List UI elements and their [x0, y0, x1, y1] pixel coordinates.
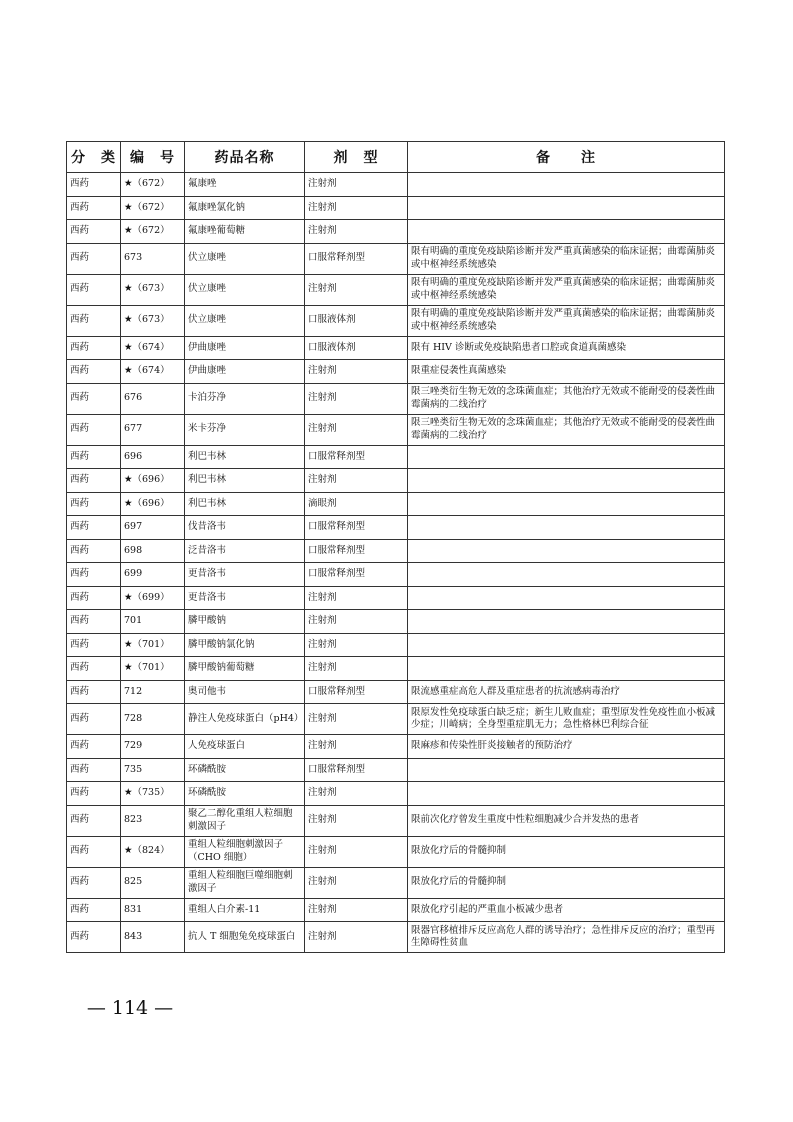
cell-code: ★（672）: [121, 196, 185, 220]
cell-code: 712: [121, 680, 185, 704]
cell-dosage-form: 口服液体剂: [305, 305, 408, 336]
cell-remarks: 限重症侵袭性真菌感染: [408, 360, 725, 384]
cell-category: 西药: [67, 898, 121, 922]
cell-dosage-form: 注射剂: [305, 173, 408, 197]
cell-dosage-form: 注射剂: [305, 383, 408, 414]
cell-dosage-form: 注射剂: [305, 274, 408, 305]
cell-category: 西药: [67, 680, 121, 704]
cell-code: ★（672）: [121, 220, 185, 244]
cell-dosage-form: 口服常释剂型: [305, 758, 408, 782]
cell-dosage-form: 口服常释剂型: [305, 243, 408, 274]
cell-drug-name: 伏立康唑: [185, 243, 305, 274]
cell-drug-name: 泛昔洛韦: [185, 539, 305, 563]
cell-category: 西药: [67, 704, 121, 735]
cell-drug-name: 膦甲酸钠: [185, 610, 305, 634]
cell-category: 西药: [67, 782, 121, 806]
cell-drug-name: 伏立康唑: [185, 305, 305, 336]
cell-category: 西药: [67, 220, 121, 244]
header-row: [67, 142, 725, 173]
cell-category: 西药: [67, 516, 121, 540]
cell-category: 西药: [67, 633, 121, 657]
cell-category: 西药: [67, 492, 121, 516]
table-row: [67, 782, 725, 806]
cell-dosage-form: 口服液体剂: [305, 336, 408, 360]
cell-code: ★（699）: [121, 586, 185, 610]
cell-dosage-form: 滴眼剂: [305, 492, 408, 516]
cell-drug-name: 氟康唑葡萄糖: [185, 220, 305, 244]
cell-drug-name: 抗人 T 细胞兔免疫球蛋白: [185, 922, 305, 953]
cell-drug-name: 卡泊芬净: [185, 383, 305, 414]
cell-code: 698: [121, 539, 185, 563]
table-body: [67, 173, 725, 953]
table-row: [67, 173, 725, 197]
cell-category: 西药: [67, 539, 121, 563]
cell-remarks: [408, 220, 725, 244]
table-row: [67, 243, 725, 274]
header-remarks: 备 注: [408, 142, 725, 173]
cell-code: 831: [121, 898, 185, 922]
table-row: [67, 360, 725, 384]
header-code: 编 号: [121, 142, 185, 173]
cell-remarks: 限前次化疗曾发生重度中性粒细胞减少合并发热的患者: [408, 805, 725, 836]
cell-drug-name: 重组人白介素-11: [185, 898, 305, 922]
cell-dosage-form: 注射剂: [305, 735, 408, 759]
cell-code: 673: [121, 243, 185, 274]
cell-remarks: [408, 445, 725, 469]
cell-remarks: [408, 586, 725, 610]
cell-category: 西药: [67, 173, 121, 197]
cell-drug-name: 更昔洛韦: [185, 586, 305, 610]
cell-category: 西药: [67, 836, 121, 867]
cell-code: 735: [121, 758, 185, 782]
cell-remarks: [408, 539, 725, 563]
cell-code: ★（674）: [121, 360, 185, 384]
cell-category: 西药: [67, 922, 121, 953]
cell-code: ★（735）: [121, 782, 185, 806]
cell-code: ★（696）: [121, 492, 185, 516]
cell-category: 西药: [67, 336, 121, 360]
cell-drug-name: 氟康唑: [185, 173, 305, 197]
cell-category: 西药: [67, 469, 121, 493]
cell-dosage-form: 注射剂: [305, 469, 408, 493]
table-row: [67, 383, 725, 414]
cell-remarks: [408, 610, 725, 634]
table-row: [67, 469, 725, 493]
cell-dosage-form: 注射剂: [305, 586, 408, 610]
cell-code: ★（701）: [121, 633, 185, 657]
cell-code: 728: [121, 704, 185, 735]
cell-drug-name: 静注人免疫球蛋白（pH4）: [185, 704, 305, 735]
cell-code: 729: [121, 735, 185, 759]
cell-dosage-form: 口服常释剂型: [305, 680, 408, 704]
cell-drug-name: 聚乙二醇化重组人粒细胞刺激因子: [185, 805, 305, 836]
cell-drug-name: 伐昔洛韦: [185, 516, 305, 540]
table-row: [67, 336, 725, 360]
cell-remarks: [408, 469, 725, 493]
cell-code: 676: [121, 383, 185, 414]
cell-remarks: [408, 657, 725, 681]
cell-remarks: 限原发性免疫球蛋白缺乏症；新生儿败血症；重型原发性免疫性血小板减少症；川崎病；全身型重症肌无力；急性格林巴利综合征: [408, 704, 725, 735]
cell-dosage-form: 注射剂: [305, 633, 408, 657]
cell-drug-name: 人免疫球蛋白: [185, 735, 305, 759]
cell-code: ★（674）: [121, 336, 185, 360]
table-row: [67, 704, 725, 735]
cell-remarks: 限器官移植排斥反应高危人群的诱导治疗；急性排斥反应的治疗；重型再生障碍性贫血: [408, 922, 725, 953]
cell-code: 825: [121, 867, 185, 898]
cell-category: 西药: [67, 563, 121, 587]
cell-remarks: [408, 563, 725, 587]
table-row: [67, 492, 725, 516]
page-number: — 114 —: [86, 997, 174, 1019]
cell-dosage-form: 注射剂: [305, 360, 408, 384]
cell-drug-name: 米卡芬净: [185, 414, 305, 445]
cell-dosage-form: 注射剂: [305, 220, 408, 244]
cell-code: ★（696）: [121, 469, 185, 493]
cell-remarks: [408, 173, 725, 197]
cell-remarks: 限流感重症高危人群及重症患者的抗流感病毒治疗: [408, 680, 725, 704]
cell-category: 西药: [67, 243, 121, 274]
table-row: [67, 836, 725, 867]
table-row: [67, 414, 725, 445]
cell-dosage-form: 注射剂: [305, 782, 408, 806]
cell-remarks: [408, 633, 725, 657]
cell-dosage-form: 注射剂: [305, 196, 408, 220]
cell-code: ★（701）: [121, 657, 185, 681]
cell-code: 701: [121, 610, 185, 634]
cell-drug-name: 利巴韦林: [185, 492, 305, 516]
table-row: [67, 610, 725, 634]
cell-dosage-form: 注射剂: [305, 836, 408, 867]
cell-drug-name: 伊曲康唑: [185, 360, 305, 384]
cell-category: 西药: [67, 867, 121, 898]
cell-remarks: 限放化疗引起的严重血小板减少患者: [408, 898, 725, 922]
cell-dosage-form: 注射剂: [305, 898, 408, 922]
cell-dosage-form: 注射剂: [305, 805, 408, 836]
cell-drug-name: 环磷酰胺: [185, 782, 305, 806]
table-row: [67, 922, 725, 953]
cell-category: 西药: [67, 305, 121, 336]
cell-drug-name: 奥司他韦: [185, 680, 305, 704]
cell-remarks: 限麻疹和传染性肝炎接触者的预防治疗: [408, 735, 725, 759]
cell-remarks: [408, 758, 725, 782]
cell-code: 843: [121, 922, 185, 953]
table-row: [67, 898, 725, 922]
cell-dosage-form: 注射剂: [305, 610, 408, 634]
cell-remarks: 限三唑类衍生物无效的念珠菌血症；其他治疗无效或不能耐受的侵袭性曲霉菌病的二线治疗: [408, 414, 725, 445]
cell-category: 西药: [67, 360, 121, 384]
drug-table: [66, 141, 725, 953]
cell-category: 西药: [67, 805, 121, 836]
cell-drug-name: 重组人粒细胞巨噬细胞刺激因子: [185, 867, 305, 898]
cell-code: ★（672）: [121, 173, 185, 197]
table-row: [67, 633, 725, 657]
cell-dosage-form: 注射剂: [305, 414, 408, 445]
cell-remarks: [408, 782, 725, 806]
cell-category: 西药: [67, 383, 121, 414]
cell-dosage-form: 口服常释剂型: [305, 516, 408, 540]
cell-remarks: [408, 492, 725, 516]
cell-code: ★（673）: [121, 274, 185, 305]
cell-category: 西药: [67, 735, 121, 759]
cell-category: 西药: [67, 196, 121, 220]
table-row: [67, 657, 725, 681]
cell-category: 西药: [67, 657, 121, 681]
cell-category: 西药: [67, 414, 121, 445]
header-drug-name: 药品名称: [185, 142, 305, 173]
cell-drug-name: 重组人粒细胞刺激因子（CHO 细胞）: [185, 836, 305, 867]
cell-remarks: 限有明确的重度免疫缺陷诊断并发严重真菌感染的临床证据；曲霉菌肺炎或中枢神经系统感染: [408, 305, 725, 336]
table-row: [67, 805, 725, 836]
cell-drug-name: 更昔洛韦: [185, 563, 305, 587]
cell-code: 677: [121, 414, 185, 445]
table-row: [67, 445, 725, 469]
table-row: [67, 539, 725, 563]
cell-drug-name: 膦甲酸钠氯化钠: [185, 633, 305, 657]
cell-remarks: [408, 196, 725, 220]
cell-drug-name: 伏立康唑: [185, 274, 305, 305]
table-row: [67, 220, 725, 244]
cell-drug-name: 氟康唑氯化钠: [185, 196, 305, 220]
cell-drug-name: 利巴韦林: [185, 445, 305, 469]
cell-dosage-form: 口服常释剂型: [305, 539, 408, 563]
cell-drug-name: 环磷酰胺: [185, 758, 305, 782]
cell-category: 西药: [67, 274, 121, 305]
table-row: [67, 586, 725, 610]
cell-remarks: 限有明确的重度免疫缺陷诊断并发严重真菌感染的临床证据；曲霉菌肺炎或中枢神经系统感染: [408, 243, 725, 274]
cell-code: 699: [121, 563, 185, 587]
cell-code: 823: [121, 805, 185, 836]
table-row: [67, 867, 725, 898]
cell-category: 西药: [67, 586, 121, 610]
cell-category: 西药: [67, 758, 121, 782]
cell-dosage-form: 口服常释剂型: [305, 563, 408, 587]
cell-dosage-form: 注射剂: [305, 867, 408, 898]
cell-remarks: [408, 516, 725, 540]
table-row: [67, 516, 725, 540]
cell-category: 西药: [67, 610, 121, 634]
cell-remarks: 限三唑类衍生物无效的念珠菌血症；其他治疗无效或不能耐受的侵袭性曲霉菌病的二线治疗: [408, 383, 725, 414]
cell-drug-name: 利巴韦林: [185, 469, 305, 493]
cell-code: 696: [121, 445, 185, 469]
header-category: 分 类: [67, 142, 121, 173]
header-dosage-form: 剂 型: [305, 142, 408, 173]
cell-code: 697: [121, 516, 185, 540]
cell-remarks: 限有明确的重度免疫缺陷诊断并发严重真菌感染的临床证据；曲霉菌肺炎或中枢神经系统感染: [408, 274, 725, 305]
cell-drug-name: 膦甲酸钠葡萄糖: [185, 657, 305, 681]
cell-remarks: 限有 HIV 诊断或免疫缺陷患者口腔或食道真菌感染: [408, 336, 725, 360]
table-row: [67, 563, 725, 587]
cell-code: ★（673）: [121, 305, 185, 336]
table-row: [67, 196, 725, 220]
cell-dosage-form: 口服常释剂型: [305, 445, 408, 469]
table-row: [67, 305, 725, 336]
cell-dosage-form: 注射剂: [305, 704, 408, 735]
table-row: [67, 735, 725, 759]
table-row: [67, 680, 725, 704]
cell-dosage-form: 注射剂: [305, 922, 408, 953]
cell-dosage-form: 注射剂: [305, 657, 408, 681]
cell-code: ★（824）: [121, 836, 185, 867]
cell-remarks: 限放化疗后的骨髓抑制: [408, 867, 725, 898]
cell-remarks: 限放化疗后的骨髓抑制: [408, 836, 725, 867]
table-row: [67, 758, 725, 782]
table-row: [67, 274, 725, 305]
cell-drug-name: 伊曲康唑: [185, 336, 305, 360]
cell-category: 西药: [67, 445, 121, 469]
